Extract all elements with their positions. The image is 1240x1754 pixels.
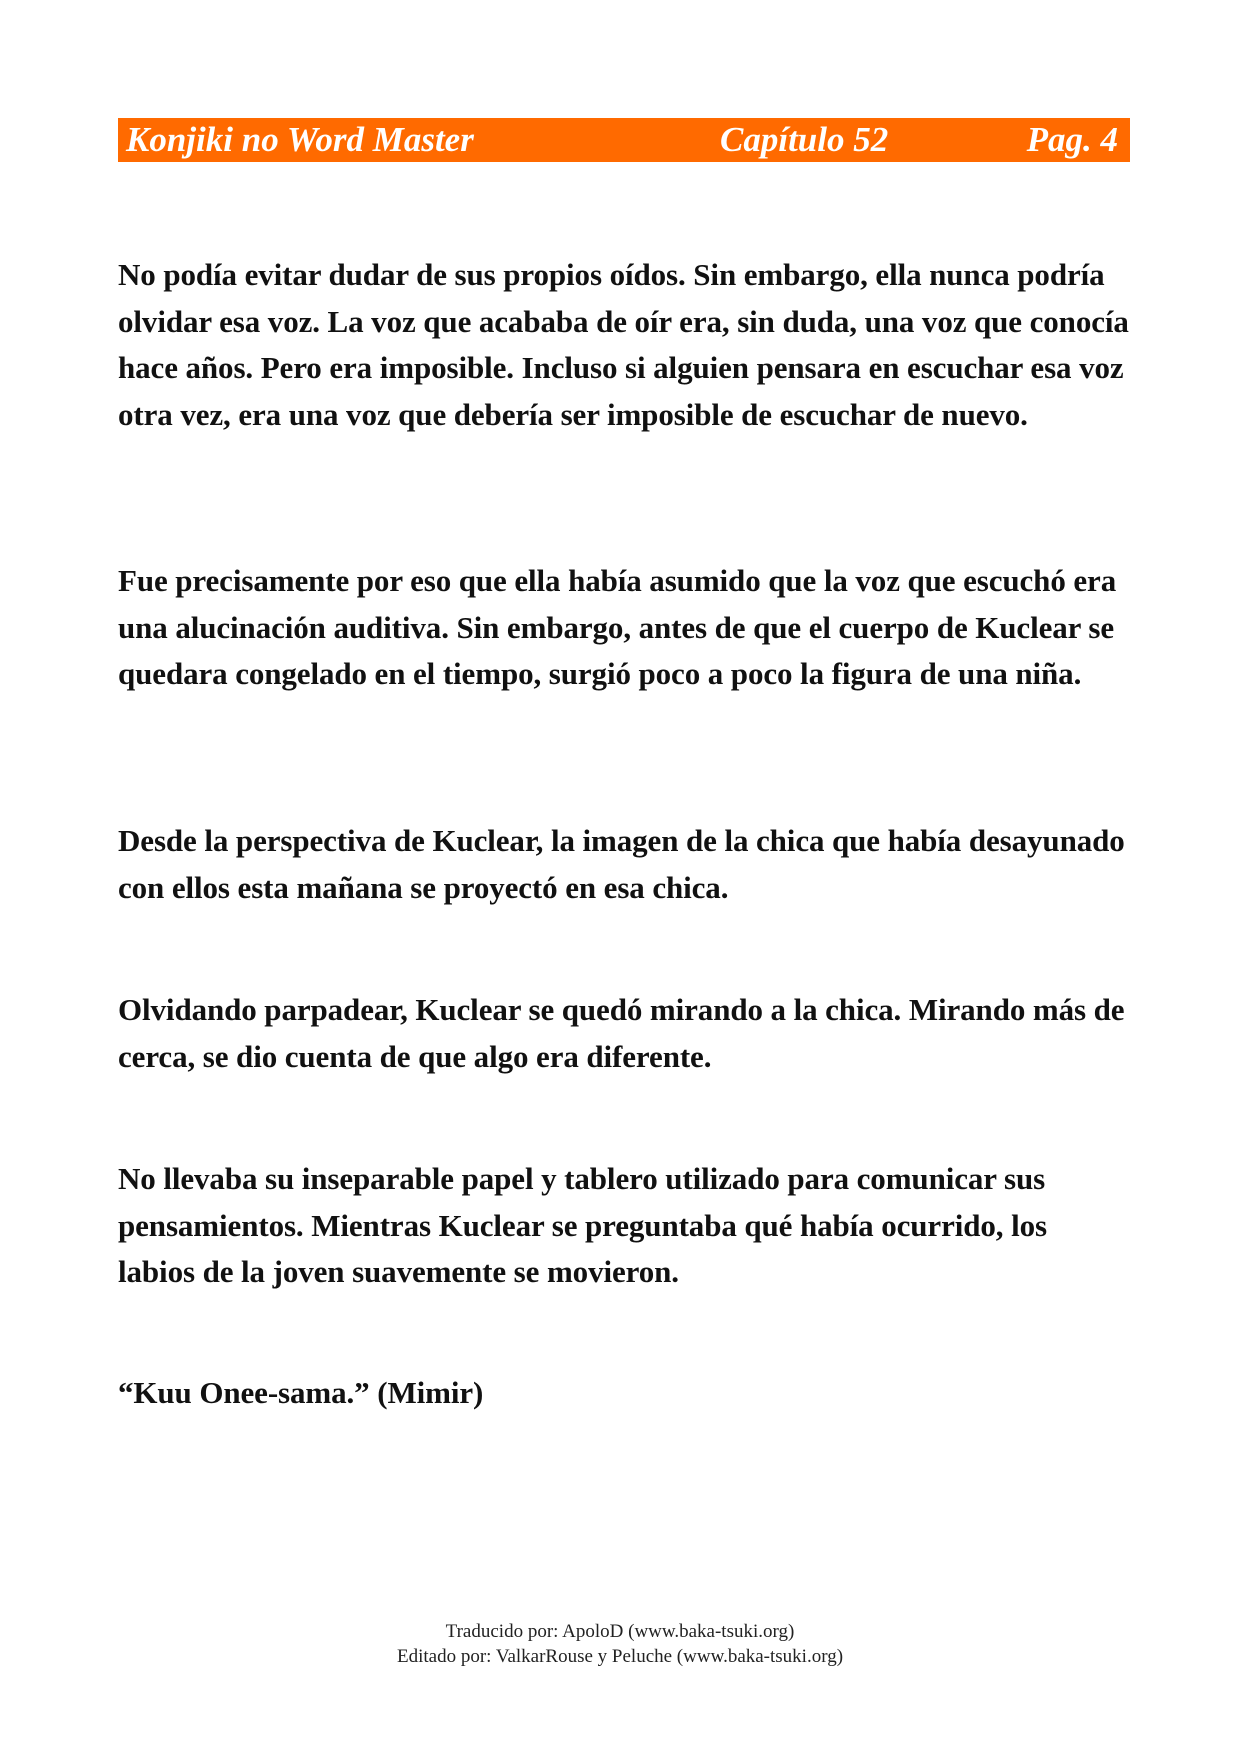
page-number: Pag. 4 (1026, 120, 1118, 159)
chapter-label: Capítulo 52 (720, 120, 889, 159)
paragraph-1: No podía evitar dudar de sus propios oídos. Sin embargo, ella nunca podría olvidar esa voz. La voz que acababa de oír era, sin duda, una voz que conocía hace años. Pero era imposible. Incluso si alguien pensara en escuchar esa voz otra vez, era una voz que debería ser imposible de escuchar de nuevo. (118, 257, 1129, 432)
translator-credit: Traducido por: ApoloD (www.baka-tsuki.org) (445, 1621, 795, 1642)
paragraph-6-dialogue: “Kuu Onee-sama.” (Mimir) (118, 1375, 484, 1410)
novel-title: Konjiki no Word Master (126, 120, 474, 159)
page-header (118, 118, 1130, 162)
paragraph-2: Fue precisamente por eso que ella había asumido que la voz que escuchó era una alucinación auditiva. Sin embargo, antes de que el cuerpo de Kuclear se quedara congelado en el tiempo, surgió poco a poco la figura de una niña. (118, 563, 1117, 691)
page-footer (0, 1619, 1240, 1669)
paragraph-3: Desde la perspectiva de Kuclear, la imagen de la chica que había desayunado con ellos esta mañana se proyectó en esa chica. (118, 823, 1125, 905)
paragraph-4: Olvidando parpadear, Kuclear se quedó mirando a la chica. Mirando más de cerca, se dio cuenta de que algo era diferente. (118, 992, 1125, 1074)
editor-credit: Editado por: ValkarRouse y Peluche (www.baka-tsuki.org) (396, 1646, 844, 1667)
paragraph-5: No llevaba su inseparable papel y tablero utilizado para comunicar sus pensamientos. Mientras Kuclear se preguntaba qué había ocurrido, los labios de la joven suavemente se movieron. (118, 1161, 1047, 1289)
